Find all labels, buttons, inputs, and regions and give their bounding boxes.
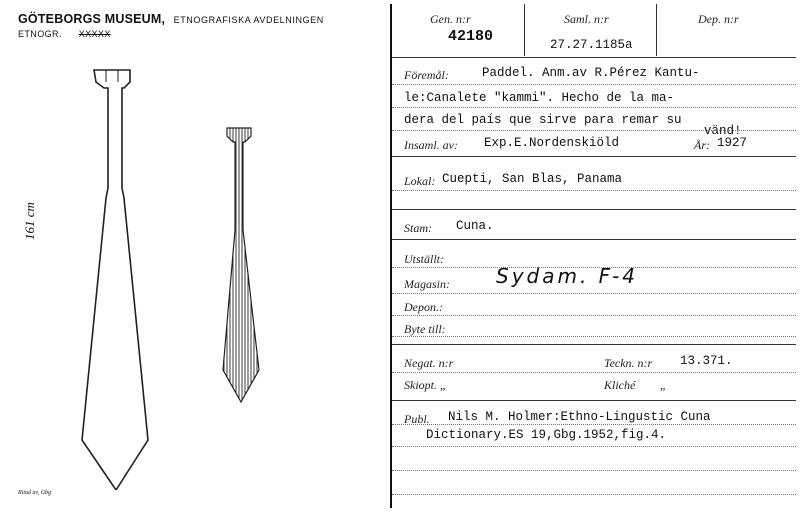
- row-line: [392, 57, 796, 58]
- dotted-line: [392, 293, 796, 294]
- paddle-hatched-drawing: [205, 120, 275, 410]
- catalog-card: [392, 4, 796, 508]
- gen-label: Gen. n:r: [430, 12, 471, 26]
- dimension-label: 161 cm: [22, 202, 37, 240]
- magasin-label: Magasin:: [404, 277, 450, 291]
- dotted-line: [392, 372, 796, 373]
- kliche-label: Kliché: [604, 378, 636, 392]
- dotted-line: [392, 446, 796, 447]
- struck-label: XXXXX: [78, 29, 111, 39]
- publ-label: Publ.: [404, 412, 430, 426]
- negat-label: Negat. n:r: [404, 356, 454, 370]
- artist-note: Ritad av, Gbg: [18, 490, 52, 496]
- row-line: [392, 209, 796, 210]
- dotted-line: [392, 190, 796, 191]
- stam-label: Stam:: [404, 221, 432, 235]
- dotted-line: [392, 107, 796, 108]
- insaml-value: Exp.E.Nordenskiöld: [484, 136, 620, 150]
- museum-name: GÖTEBORGS MUSEUM,: [18, 12, 166, 26]
- header-separator: [524, 4, 525, 56]
- dotted-line: [392, 315, 796, 316]
- dotted-line: [392, 424, 796, 425]
- paddle-outline-drawing: [70, 60, 170, 490]
- utstallt-label: Utställt:: [404, 252, 445, 266]
- lokal-value: Cuepti, San Blas, Panama: [442, 172, 623, 186]
- dotted-line: [392, 84, 796, 85]
- ar-label: År:: [694, 138, 710, 152]
- foremal-line3: dera del país que sirve para remar su: [404, 113, 682, 127]
- depon-label: Depon.:: [404, 300, 443, 314]
- skiopt-label: Skiopt. „: [404, 378, 447, 392]
- foremal-label: Föremål:: [404, 68, 449, 82]
- saml-label: Saml. n:r: [564, 12, 609, 26]
- teckn-value: 13.371.: [680, 354, 733, 368]
- stam-value: Cuna.: [456, 219, 494, 233]
- row-line: [392, 156, 796, 157]
- museum-header: [18, 10, 324, 28]
- teckn-label: Teckn. n:r: [604, 356, 653, 370]
- dotted-line: [392, 494, 796, 495]
- dotted-line: [392, 130, 796, 131]
- dotted-line: [392, 470, 796, 471]
- byte-label: Byte till:: [404, 322, 446, 336]
- row-line: [392, 400, 796, 401]
- dotted-line: [392, 336, 796, 337]
- header-separator: [656, 4, 657, 56]
- row-line: [392, 239, 796, 240]
- kliche-mark: „: [660, 378, 667, 392]
- foremal-line4: vänd!: [704, 124, 742, 138]
- publ-line2: Dictionary.ES 19,Gbg.1952,fig.4.: [426, 428, 667, 442]
- foremal-line2: le:Canalete "kammi". Hecho de la ma-: [404, 91, 675, 105]
- publ-line1: Nils M. Holmer:Ethno-Lingustic Cuna: [448, 410, 711, 424]
- gen-value: 42180: [448, 28, 494, 45]
- foremal-line1: Paddel. Anm.av R.Pérez Kantu-: [482, 66, 700, 80]
- sub-header: [18, 29, 111, 39]
- section-label: ETNOGR.: [18, 29, 62, 39]
- magasin-value: Sydam. F-4: [496, 264, 639, 288]
- ar-value: 1927: [717, 136, 748, 150]
- insaml-label: Insaml. av:: [404, 138, 458, 152]
- lokal-label: Lokal:: [404, 174, 436, 188]
- dep-label: Dep. n:r: [698, 12, 739, 26]
- saml-value: 27.27.1185a: [550, 38, 633, 52]
- row-line: [392, 344, 796, 345]
- department-name: ETNOGRAFISKA AVDELNINGEN: [173, 15, 324, 25]
